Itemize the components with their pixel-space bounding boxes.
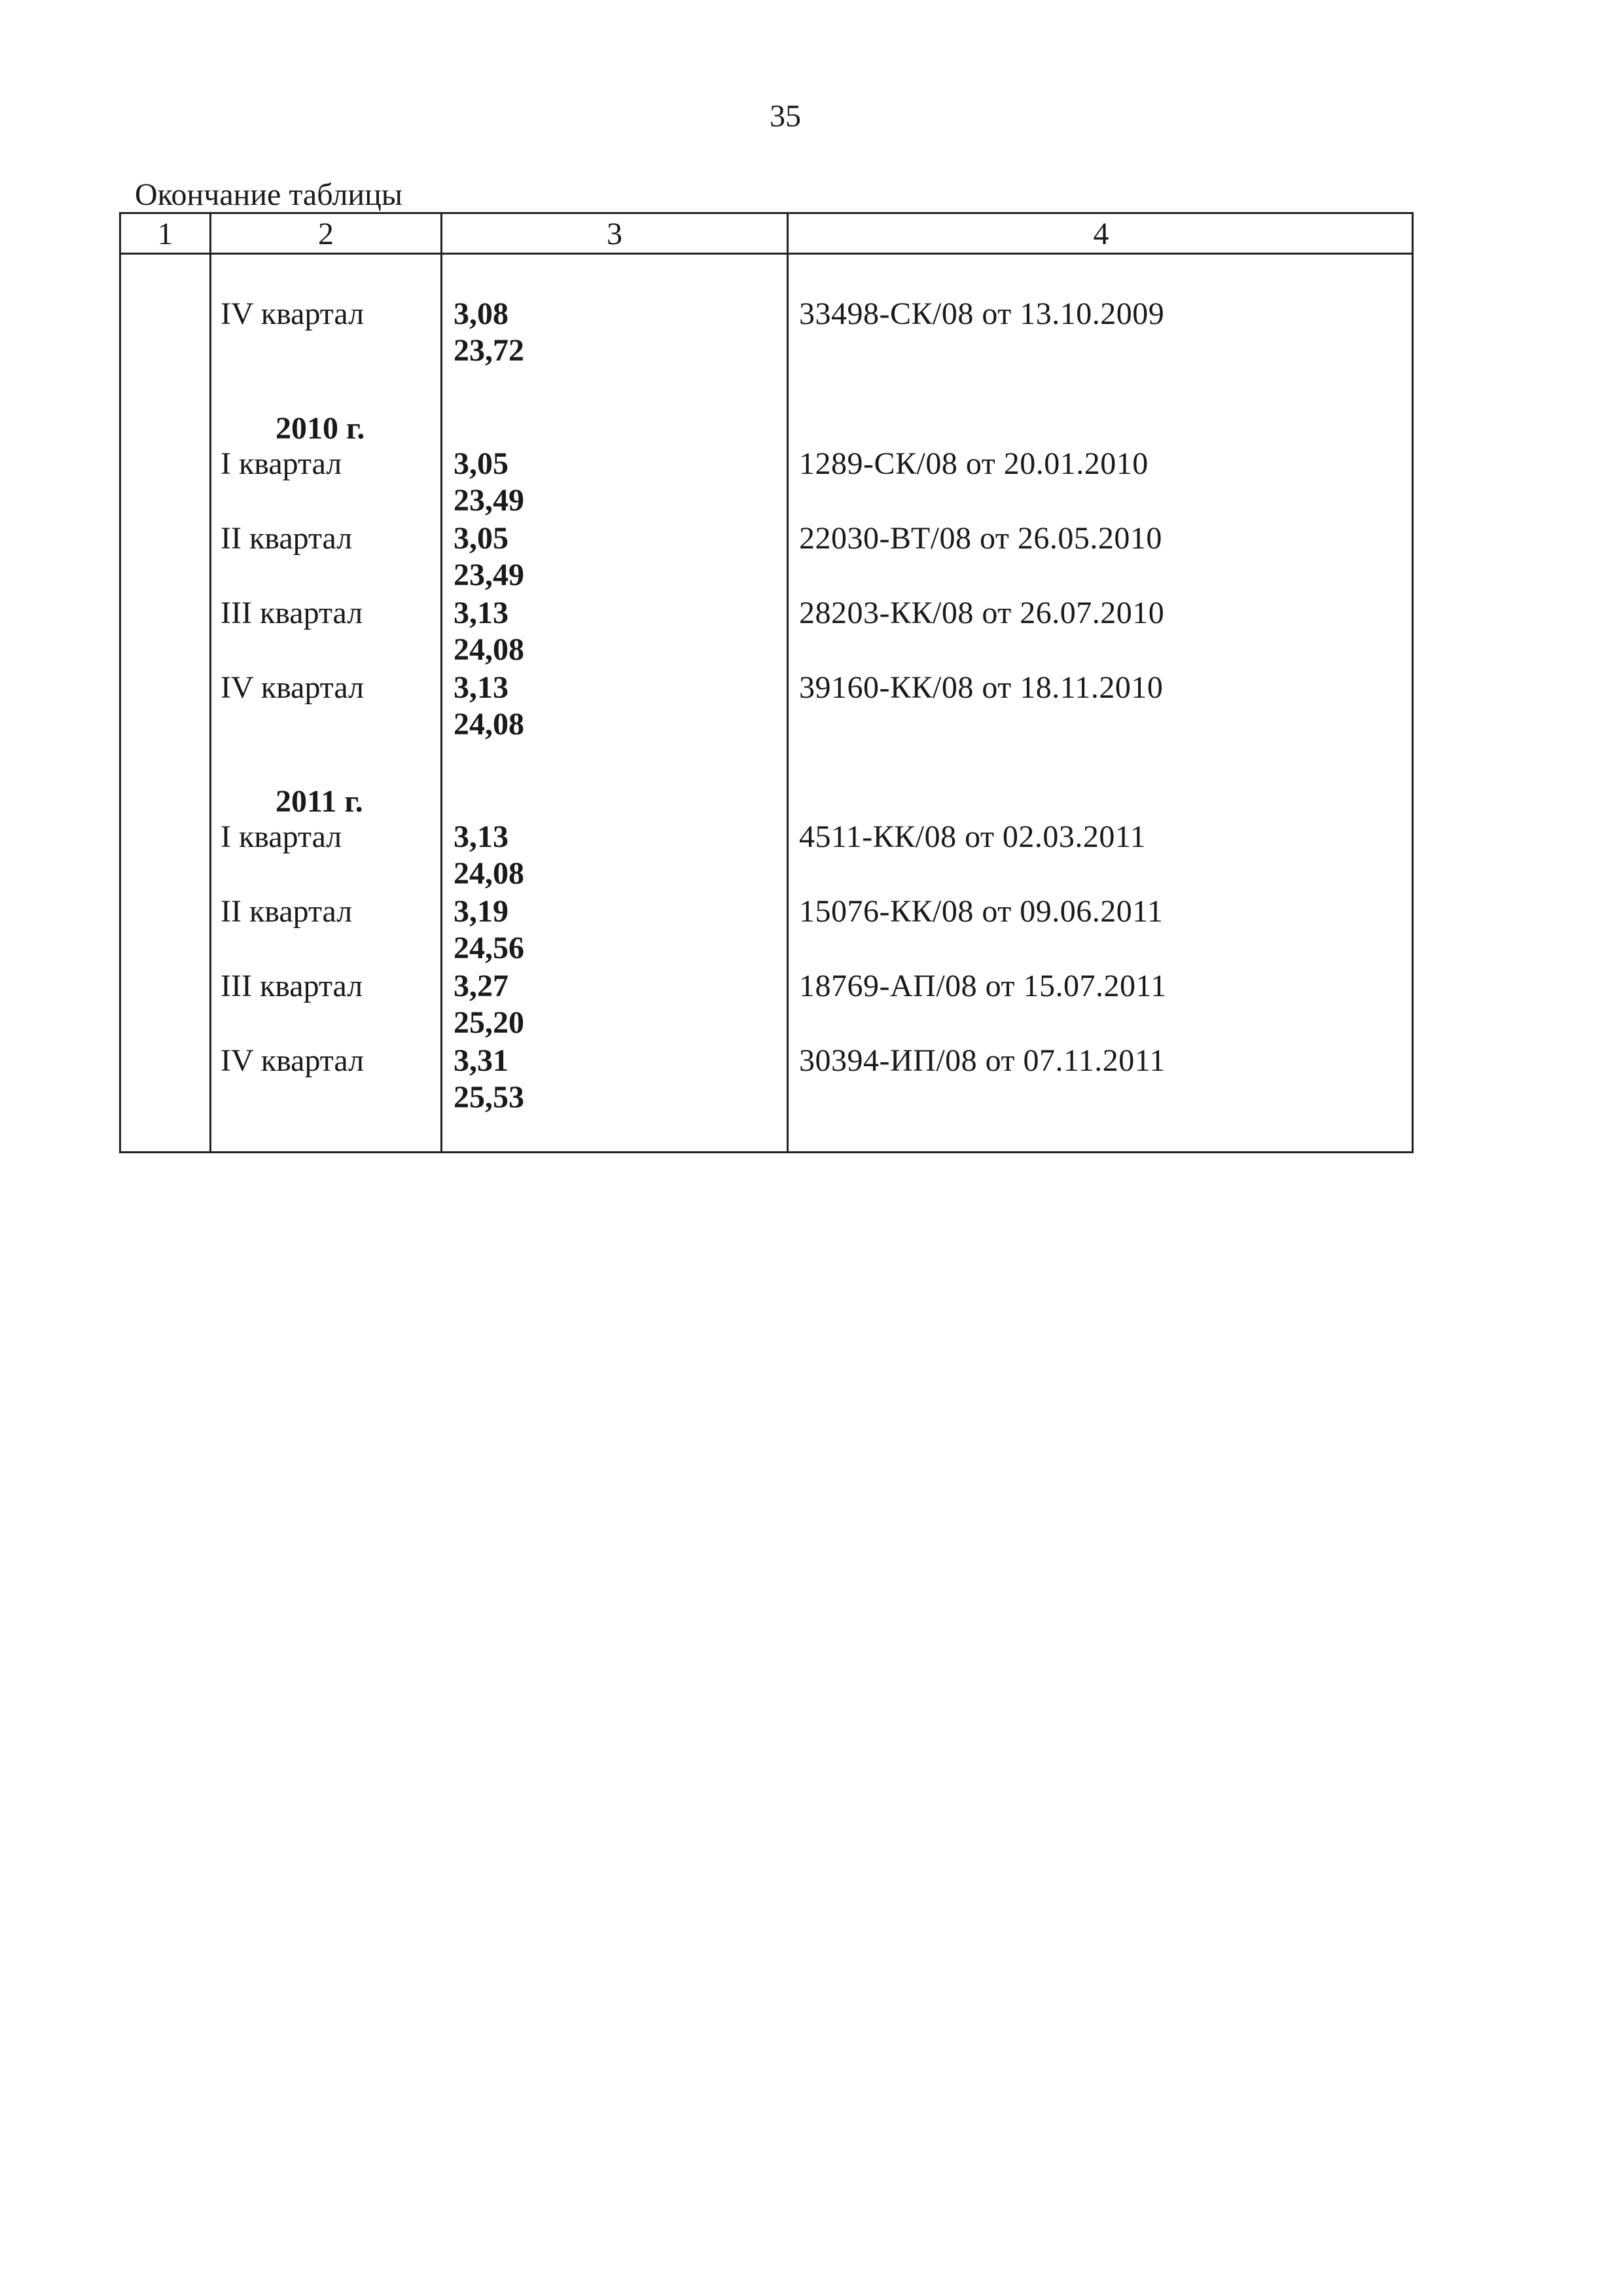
value-cell — [454, 968, 524, 1041]
value-secondary: 24,08 — [454, 856, 524, 891]
value-cell — [454, 446, 524, 519]
value-secondary: 24,08 — [454, 707, 524, 742]
value-cell — [454, 296, 524, 369]
column-header-4: 4 — [1093, 217, 1109, 251]
letter-reference-cell: 1289-СК/08 от 20.01.2010 — [799, 446, 1149, 481]
value-cell — [454, 819, 524, 892]
column-header-1: 1 — [157, 217, 173, 251]
value-primary: 3,13 — [454, 670, 508, 705]
letter-reference-cell: 15076-КК/08 от 09.06.2011 — [799, 894, 1164, 929]
value-primary: 3,05 — [454, 446, 508, 481]
period-cell: IV квартал — [221, 670, 365, 705]
letter-reference-cell: 30394-ИП/08 от 07.11.2011 — [799, 1043, 1166, 1078]
page-number: 35 — [770, 99, 801, 134]
value-secondary: 23,49 — [454, 483, 524, 518]
table-row — [121, 670, 1412, 743]
table-row — [121, 520, 1412, 594]
value-secondary: 23,49 — [454, 558, 524, 592]
letter-reference-cell: 39160-КК/08 от 18.11.2010 — [799, 670, 1164, 705]
value-secondary: 24,56 — [454, 931, 524, 965]
table-row — [121, 893, 1412, 967]
letter-reference-cell: 4511-КК/08 от 02.03.2011 — [799, 819, 1147, 854]
column-header-2: 2 — [318, 217, 334, 251]
value-cell — [454, 1043, 524, 1116]
letter-reference-cell: 33498-СК/08 от 13.10.2009 — [799, 296, 1165, 331]
value-primary: 3,13 — [454, 596, 508, 630]
value-secondary: 25,53 — [454, 1080, 524, 1115]
table-row — [121, 595, 1412, 668]
table-caption: Окончание таблицы — [135, 177, 403, 212]
value-primary: 3,27 — [454, 969, 508, 1003]
period-cell: III квартал — [221, 969, 363, 1003]
header-divider — [121, 253, 1412, 255]
period-cell: IV квартал — [221, 1043, 365, 1078]
period-cell: I квартал — [221, 446, 342, 481]
value-primary: 3,05 — [454, 521, 508, 556]
value-cell — [454, 595, 524, 668]
value-primary: 3,31 — [454, 1043, 508, 1078]
value-cell — [454, 670, 524, 743]
letter-reference-cell: 22030-ВТ/08 от 26.05.2010 — [799, 521, 1162, 556]
table-row — [121, 296, 1412, 369]
value-primary: 3,19 — [454, 894, 508, 929]
value-primary: 3,13 — [454, 819, 508, 854]
table-row — [121, 446, 1412, 519]
value-primary: 3,08 — [454, 296, 508, 331]
period-cell: I квартал — [221, 819, 342, 854]
value-secondary: 23,72 — [454, 333, 524, 368]
table-row — [121, 1043, 1412, 1116]
value-cell — [454, 520, 524, 594]
letter-reference-cell: 28203-КК/08 от 26.07.2010 — [799, 596, 1165, 630]
period-cell: IV квартал — [221, 296, 365, 331]
data-table — [119, 212, 1414, 1153]
table-row — [121, 819, 1412, 892]
letter-reference-cell: 18769-АП/08 от 15.07.2011 — [799, 969, 1167, 1003]
value-secondary: 24,08 — [454, 632, 524, 667]
year-heading: 2011 г. — [276, 784, 363, 819]
period-cell: III квартал — [221, 596, 363, 630]
table-row — [121, 968, 1412, 1041]
period-cell: II квартал — [221, 894, 353, 929]
period-cell: II квартал — [221, 521, 353, 556]
column-header-3: 3 — [607, 217, 622, 251]
value-cell — [454, 893, 524, 967]
value-secondary: 25,20 — [454, 1005, 524, 1040]
year-heading: 2010 г. — [276, 411, 365, 446]
